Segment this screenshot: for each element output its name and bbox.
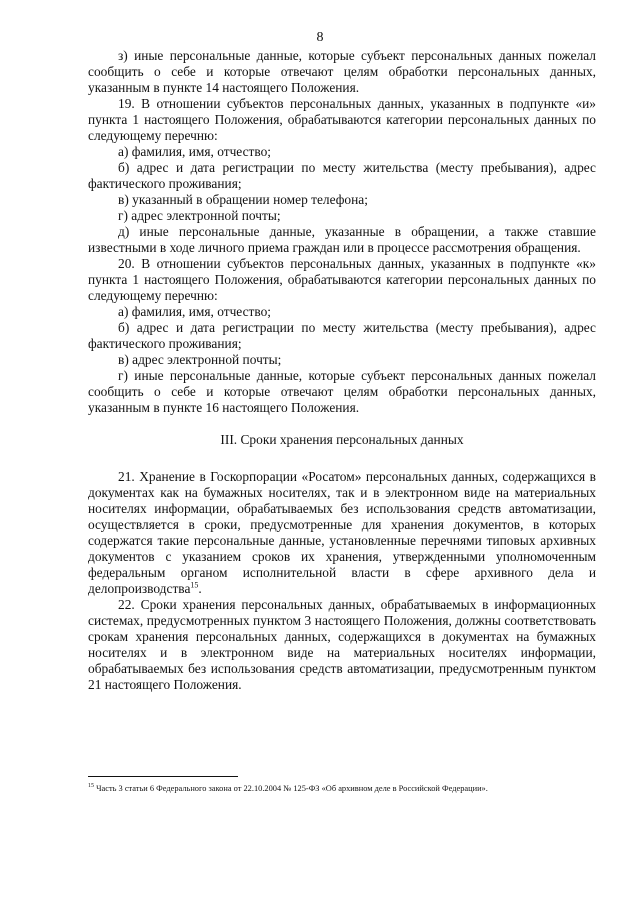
footnote-text: Часть 3 статьи 6 Федерального закона от 22.10.2004 № 125-ФЗ «Об архивном деле в Российской Федерации». bbox=[94, 784, 488, 793]
paragraph: 22. Сроки хранения персональных данных, обрабатываемых в информационных системах, предусмотренных пунктом 3 настоящего Положения, должны соответствовать срокам хранения персональных данных, содержащихся в документах на бумажных носителях и в электронном виде на материальных носителях информации, обрабатываемых без использования средств автоматизации, предусмотренным пунктом 21 настоящего Положения. bbox=[88, 597, 596, 692]
footnote bbox=[88, 783, 608, 794]
list-item: а) фамилия, имя, отчество; bbox=[118, 144, 272, 159]
paragraph-text: 21. Хранение в Госкорпорации «Росатом» персональных данных, содержащихся в документах как на бумажных носителях, так и в электронном виде на материальных носителях информации, обрабатываемых без использования средств автоматизации, осуществляется в сроки, предусмотренные для хранения документов, в которых содержатся такие персональные данные, установленные перечнями типовых архивных документов с указанием сроков их хранения, утвержденными уполномоченным федеральным органом исполнительной власти в сфере архивного дела и делопроизводства bbox=[88, 469, 596, 596]
paragraph: 20. В отношении субъектов персональных данных, указанных в подпункте «к» пункта 1 настоящего Положения, обрабатываются категории персональных данных по следующему перечню: bbox=[88, 256, 596, 303]
paragraph: з) иные персональные данные, которые субъект персональных данных пожелал сообщить о себе и которые отвечают целям обработки персональных данных, указанным в пункте 14 настоящего Положения. bbox=[88, 48, 596, 95]
list-item: в) адрес электронной почты; bbox=[118, 352, 282, 367]
list-item: а) фамилия, имя, отчество; bbox=[118, 304, 272, 319]
document-body bbox=[88, 48, 596, 693]
footnote-marker: 15 bbox=[88, 783, 94, 790]
list-item: г) иные персональные данные, которые субъект персональных данных пожелал сообщить о себе и которые отвечают целям обработки персональных данных, указанным в пункте 16 настоящего Положения. bbox=[88, 368, 596, 415]
list-item: б) адрес и дата регистрации по месту жительства (месту пребывания), адрес фактического проживания; bbox=[88, 320, 596, 351]
paragraph-end: . bbox=[198, 581, 202, 596]
footnote-reference[interactable]: 15 bbox=[190, 580, 199, 590]
list-item: в) указанный в обращении номер телефона; bbox=[118, 192, 368, 207]
footnote-divider bbox=[88, 776, 238, 777]
paragraph: 19. В отношении субъектов персональных данных, указанных в подпункте «и» пункта 1 настоящего Положения, обрабатываются категории персональных данных по следующему перечню: bbox=[88, 96, 596, 143]
list-item: г) адрес электронной почты; bbox=[118, 208, 281, 223]
paragraph bbox=[88, 469, 596, 597]
section-title: III. Сроки хранения персональных данных bbox=[220, 432, 464, 447]
page-number: 8 bbox=[316, 30, 324, 45]
list-item: д) иные персональные данные, указанные в обращении, а также ставшие известными в ходе личного приема граждан или в процессе рассмотрения обращения. bbox=[88, 224, 596, 255]
list-item: б) адрес и дата регистрации по месту жительства (месту пребывания), адрес фактического проживания; bbox=[88, 160, 596, 191]
